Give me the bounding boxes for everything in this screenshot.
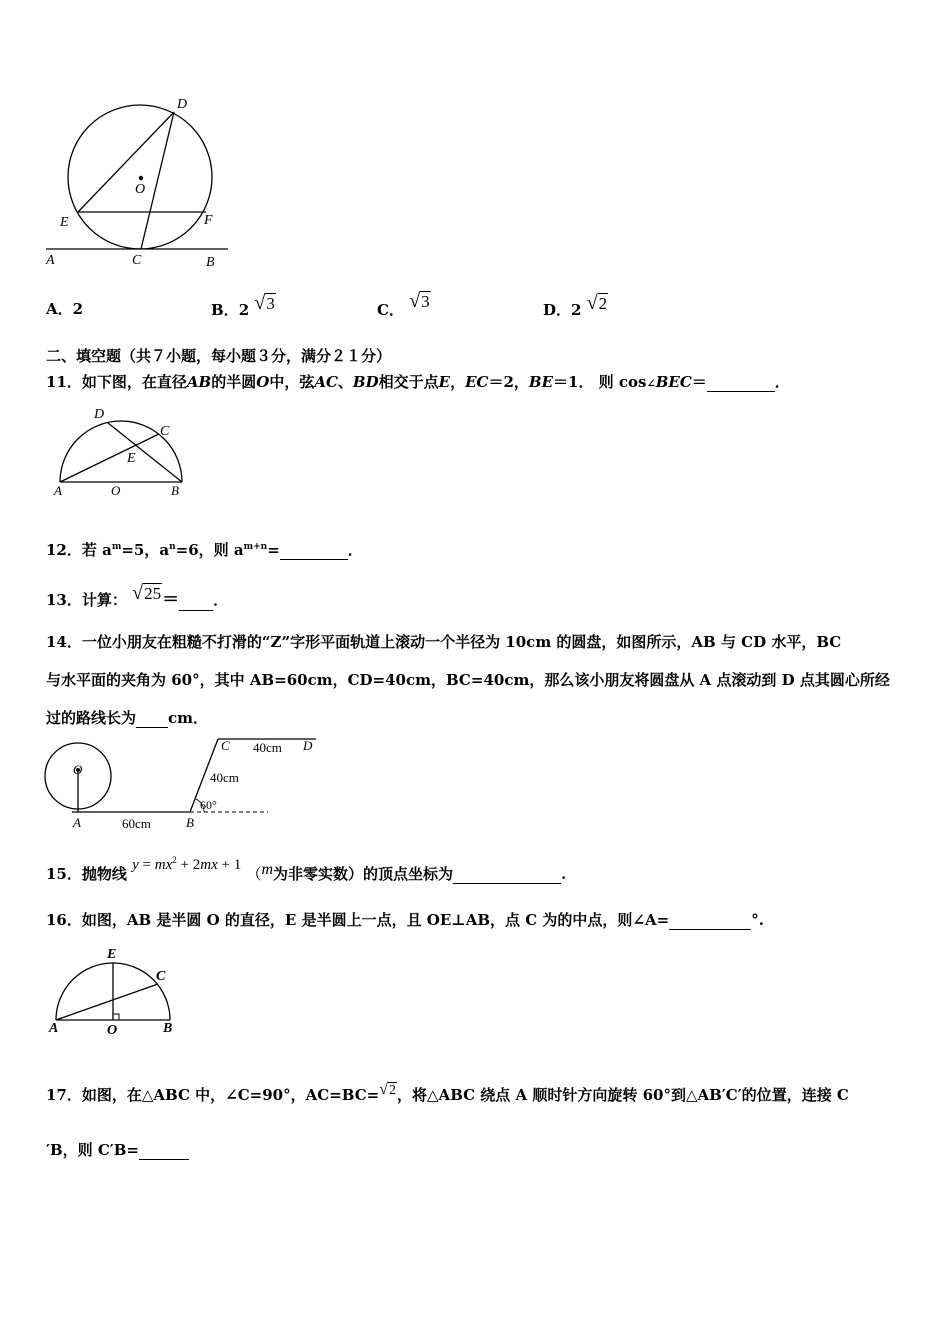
q15-formula-sq: 2 <box>172 855 177 865</box>
q15-text-1: 抛物线 <box>81 865 127 883</box>
section-2-title: 二、填空题（共７小题，每小题３分，满分２１分） <box>46 347 392 365</box>
option-b-radicand: 3 <box>266 294 275 313</box>
q12-text-4: = <box>267 541 280 559</box>
label-O: O <box>111 483 121 498</box>
label-A: A <box>54 483 62 498</box>
q13-text: 计算： <box>81 591 127 609</box>
q15-formula-eq: = <box>138 857 155 873</box>
question-14-line-1 <box>46 631 841 652</box>
label-E: E <box>60 215 69 230</box>
q17-answer-blank[interactable] <box>139 1144 189 1160</box>
q14-answer-blank[interactable] <box>136 712 168 728</box>
q11-text-2: 的半圆 <box>211 373 257 391</box>
q14-unit: cm． <box>168 709 209 727</box>
q12-text-1: 若 a <box>81 541 112 559</box>
q12-text-3: =6，则 a <box>175 541 244 559</box>
q14-number: 14． <box>46 633 82 651</box>
q15-formula <box>132 857 241 873</box>
question-17 <box>46 1081 849 1105</box>
q11-ab: AB <box>186 373 212 391</box>
q11-e: E <box>438 373 451 391</box>
label-E: E <box>127 451 136 466</box>
q12-text-2: =5，a <box>121 541 170 559</box>
q12-answer-blank[interactable] <box>280 544 348 560</box>
q12-number: 12． <box>46 541 82 559</box>
figure-q11-semicircle <box>50 404 190 498</box>
chord-BD <box>108 423 182 482</box>
q17-text-1: 如图，在△ABC 中，∠C=90°，AC=BC= <box>81 1086 380 1104</box>
q11-text-8: ＝1． 则 cos <box>553 373 647 391</box>
label-O: O <box>107 1023 118 1038</box>
q16-end: °. <box>751 911 764 929</box>
q11-answer-blank[interactable] <box>707 376 775 392</box>
option-a-value: 2 <box>72 300 84 318</box>
question-14-line-3 <box>46 707 208 728</box>
q11-bd: BD <box>352 373 379 391</box>
question-13 <box>46 582 229 611</box>
q11-text-6: ， <box>450 373 466 391</box>
option-c <box>377 290 431 321</box>
q11-text-1: 如下图，在直径 <box>81 373 187 391</box>
q16-answer-blank[interactable] <box>669 914 751 930</box>
q11-text-9: ＝ <box>691 373 707 391</box>
label-A: A <box>46 253 55 268</box>
q17-text-2: ，将△ABC 绕点 A 顺时针方向旋转 60°到△AB′C′的位置，连接 C <box>397 1086 849 1104</box>
label-bc-length: 40cm <box>210 770 239 785</box>
q13-answer-blank[interactable] <box>179 595 213 611</box>
q12-sup-m: m <box>111 542 122 552</box>
question-14-line-2: 与水平面的夹角为 60°，其中 AB=60cm，CD=40cm，BC=40cm，那么该小朋友将圆盘从 A 点滚动到 D 点其圆心所经 <box>46 671 890 689</box>
q11-text-7: ＝2， <box>488 373 529 391</box>
label-B: B <box>163 1021 173 1036</box>
q11-be: BE <box>528 373 554 391</box>
label-angle: 60° <box>200 798 217 812</box>
q11-ec: EC <box>465 373 489 391</box>
label-B: B <box>171 483 179 498</box>
q11-angle-symbol: ∠ <box>646 377 656 390</box>
q15-formula-mx: mx <box>154 857 173 873</box>
label-cd-length: 40cm <box>253 740 282 755</box>
q15-formula-y: y <box>132 857 139 873</box>
label-D: D <box>177 97 188 112</box>
option-c-label: C． <box>377 301 404 319</box>
label-O: O <box>73 762 83 777</box>
label-D: D <box>303 738 313 753</box>
chord-AC <box>56 984 158 1020</box>
label-A: A <box>49 1021 59 1036</box>
figure-q14-track <box>40 734 330 834</box>
option-b-coef: 2 <box>238 301 250 319</box>
q11-text-4: 、 <box>337 373 353 391</box>
question-17-line-2 <box>46 1139 189 1160</box>
q17-text-line-2: ′B，则 C′B= <box>46 1141 139 1159</box>
q11-text-5: 相交于点 <box>378 373 439 391</box>
option-d-coef: 2 <box>571 301 582 319</box>
q12-end: ． <box>347 541 363 559</box>
q16-number: 16． <box>46 911 82 929</box>
figure-q10-circle <box>40 92 240 272</box>
label-F: F <box>204 213 213 228</box>
label-B: B <box>186 815 194 830</box>
q15-end: . <box>561 865 567 883</box>
label-O: O <box>135 182 146 197</box>
option-d-label: D． <box>543 301 572 319</box>
center-dot-O <box>139 176 143 180</box>
q13-number: 13． <box>46 591 82 609</box>
q15-formula-mx2: mx <box>200 857 218 873</box>
q16-text: 如图，AB 是半圆 O 的直径，E 是半圆上一点，且 OE⊥AB，点 C 为的中点，则∠A= <box>81 911 670 929</box>
q11-end: ． <box>774 373 790 391</box>
q15-paren: （ <box>246 865 262 883</box>
option-d-sqrt: √2 <box>586 292 608 314</box>
q11-o: O <box>256 373 270 391</box>
label-C: C <box>156 969 166 984</box>
q15-formula-plus: + 2 <box>176 857 201 873</box>
option-b <box>211 292 276 321</box>
label-D: D <box>94 407 105 422</box>
label-B: B <box>206 255 215 270</box>
label-C: C <box>132 253 142 268</box>
q14-text-line-1: 一位小朋友在粗糙不打滑的“Z”字形平面轨道上滚动一个半径为 10cm 的圆盘，如图所示，AB 与 CD 水平，BC <box>81 633 842 651</box>
question-16 <box>46 909 764 930</box>
question-12 <box>46 539 363 560</box>
q13-sqrt: √25 <box>132 582 162 604</box>
q13-radicand: 25 <box>144 584 162 603</box>
q15-number: 15． <box>46 865 82 883</box>
option-c-sqrt: √3 <box>409 290 430 312</box>
question-15 <box>46 855 567 884</box>
question-11 <box>46 371 790 392</box>
chord-DC <box>141 112 174 249</box>
q13-equals: ＝ <box>162 590 180 610</box>
label-ab-length: 60cm <box>122 816 151 831</box>
option-c-radicand: 3 <box>421 292 430 311</box>
q15-formula-tail: + 1 <box>217 857 242 873</box>
q14-text-line-3: 过的路线长为 <box>46 709 137 727</box>
q11-ac: AC <box>314 373 338 391</box>
q13-end: ． <box>213 591 229 609</box>
option-b-sqrt: √3 <box>254 292 275 314</box>
q12-sup-n: n <box>169 542 176 552</box>
q15-text-2: 为非零实数）的顶点坐标为 <box>273 865 454 883</box>
right-angle-mark <box>113 1014 119 1020</box>
q17-sqrt: √2 <box>379 1081 397 1098</box>
label-C: C <box>221 738 230 753</box>
q11-bec: BEC <box>655 373 692 391</box>
figure-q16-semicircle <box>46 942 186 1038</box>
option-d-radicand: 2 <box>598 294 608 313</box>
label-E: E <box>107 947 117 962</box>
option-b-label: B． <box>211 301 239 319</box>
q15-m: m <box>261 861 274 878</box>
q11-text-3: 中，弦 <box>269 373 315 391</box>
label-A: A <box>73 815 81 830</box>
option-d <box>543 292 608 321</box>
q12-sup-mn: m+n <box>243 542 268 552</box>
chord-ED <box>78 112 174 212</box>
label-C: C <box>160 424 170 439</box>
q17-number: 17． <box>46 1086 82 1104</box>
q11-number: 11． <box>46 373 82 391</box>
option-a-label: A． <box>46 300 73 318</box>
q17-radicand: 2 <box>389 1083 397 1098</box>
q15-answer-blank[interactable] <box>453 868 561 884</box>
option-a <box>46 298 83 319</box>
